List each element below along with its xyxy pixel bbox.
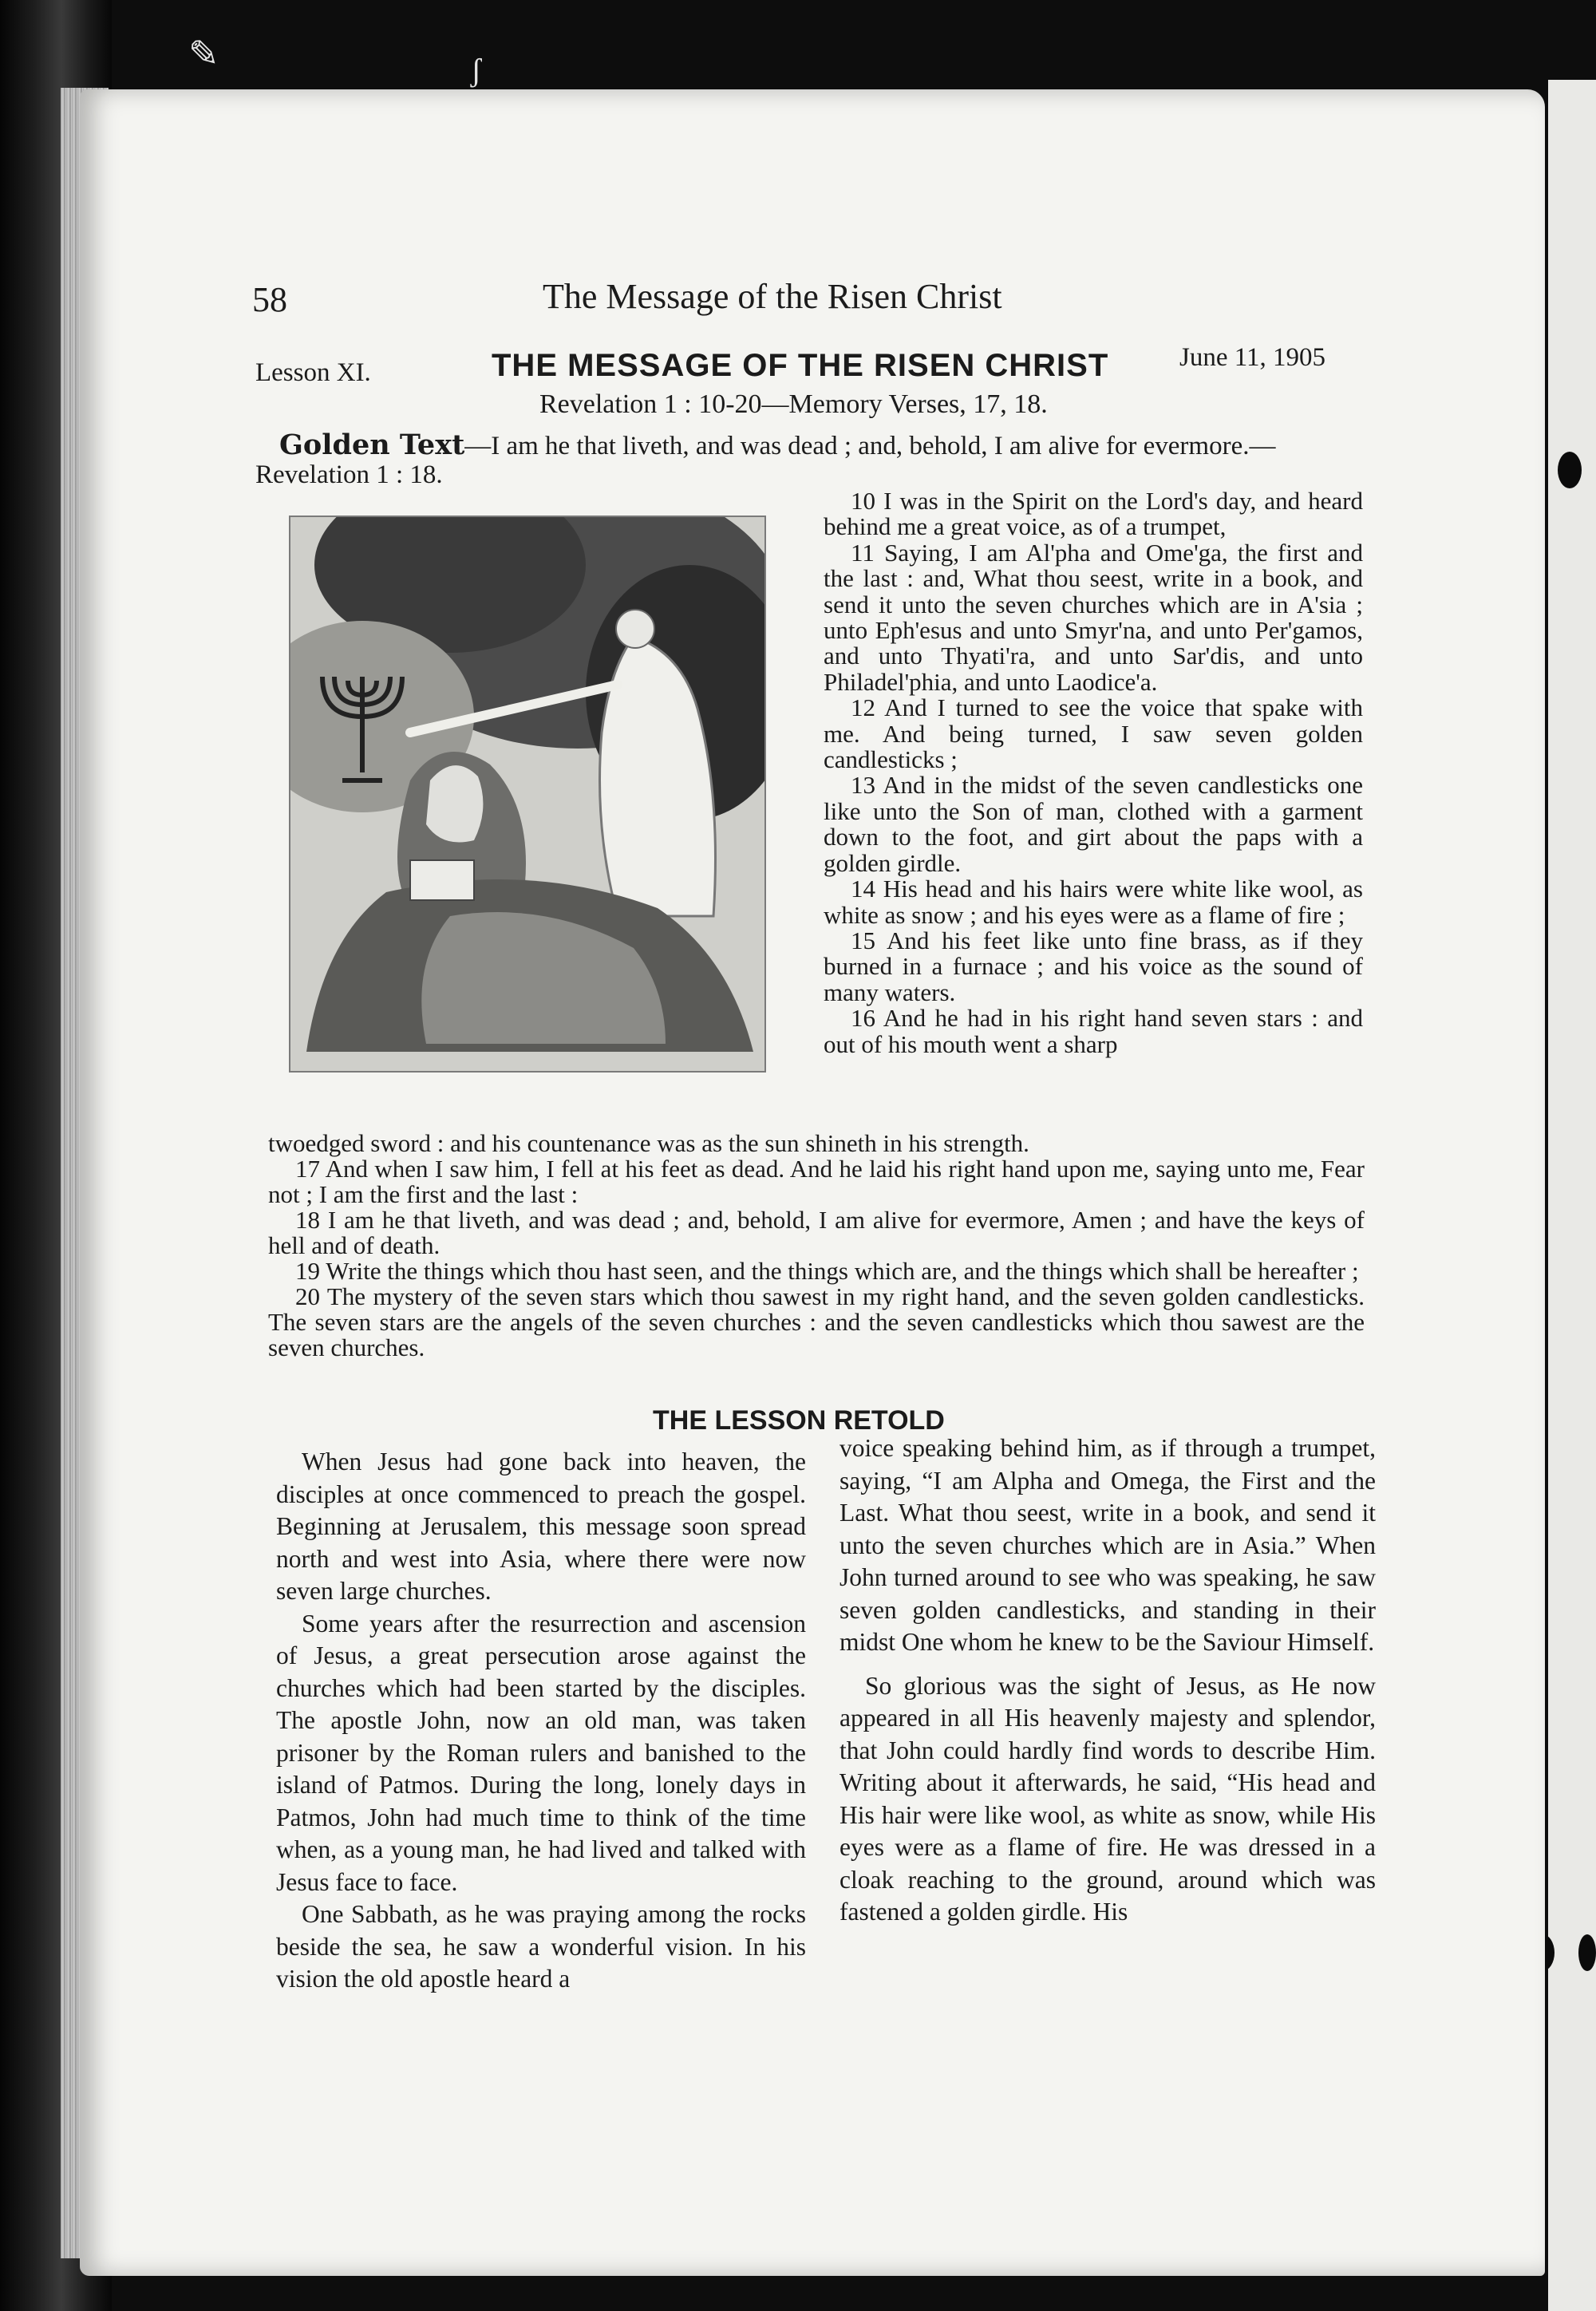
verse-19: 19 Write the things which thou hast seen, and the things which are, and the things which shall be hereafter ; (295, 1257, 1359, 1285)
lesson-title: THE MESSAGE OF THE RISEN CHRIST (492, 348, 1109, 383)
retold-paragraph: So glorious was the sight of Jesus, as He now appeared in all His heavenly majesty and splendor, that John could hardly find words to describe Him. Writing about it afterwards, he said, “His head and His hair were like wool, as white as snow, while His eyes were as a flame of fire. He was dressed in a cloak reaching to the ground, around which was fastened a golden girdle. His (839, 1671, 1376, 1926)
verse-13: 13 And in the midst of the seven candlesticks one like unto the Son of man, clothed with a garment down to the foot, and girt about the paps with a golden girdle. (824, 771, 1363, 877)
verse-12: 12 And I turned to see the voice that spake with me. And being turned, I saw seven golden candlesticks ; (824, 693, 1363, 774)
running-title: The Message of the Risen Christ (543, 277, 1002, 316)
scripture-reference: Revelation 1 : 10-20—Memory Verses, 17, 18. (539, 389, 1048, 419)
retold-right-column (839, 1432, 1376, 1929)
facing-page-edge (1548, 80, 1596, 2311)
retold-paragraph: Some years after the resurrection and ascension of Jesus, a great persecution arose against the churches which had been started by the disciples. The apostle John, now an old man, was taken prisoner by the Roman rulers and banished to the island of Patmos. During the long, lonely days in Patmos, John had much time to think of the time when, as a young man, he had lived and talked with Jesus face to face. (276, 1609, 806, 1896)
lesson-date: June 11, 1905 (1179, 343, 1326, 372)
lesson-number: Lesson XI. (255, 358, 371, 387)
verse-16-continued: twoedged sword : and his countenance was as the sun shineth in his strength. (268, 1129, 1029, 1157)
scan-mark-right: ʃ (471, 52, 482, 88)
retold-heading: THE LESSON RETOLD (653, 1405, 945, 1436)
golden-text: —I am he that liveth, and was dead ; and, behold, I am alive for evermore.— (464, 432, 1276, 460)
binding-hole-lower-right (1578, 1934, 1596, 1971)
verse-18: 18 I am he that liveth, and was dead ; and, behold, I am alive for evermore, Amen ; and have the keys of hell and of death. (268, 1206, 1365, 1259)
verse-17: 17 And when I saw him, I fell at his feet as dead. And he laid his right hand upon me, saying unto me, Fear not ; I am the first and the last : (268, 1155, 1365, 1208)
retold-left-column (276, 1446, 806, 1996)
retold-paragraph: When Jesus had gone back into heaven, the disciples at once commenced to preach the gospel. Beginning at Jerusalem, this message soon spread north and west into Asia, where there were now seven large churches. (276, 1448, 806, 1605)
scripture-wide-column (268, 1131, 1365, 1361)
scan-mark-left: ✎ (188, 34, 219, 74)
verse-10: 10 I was in the Spirit on the Lord's day, and heard behind me a great voice, as of a trumpet, (824, 487, 1363, 541)
golden-text-line (279, 429, 1275, 461)
golden-text-reference: Revelation 1 : 18. (255, 460, 443, 489)
verse-15: 15 And his feet like unto fine brass, as if they burned in a furnace ; and his voice as the sound of many waters. (824, 926, 1363, 1006)
verse-20: 20 The mystery of the seven stars which thou sawest in my right hand, and the seven golden candlesticks. The seven stars are the angels of the seven churches : and the seven candlesticks which thou sawest are the seven churches. (268, 1282, 1365, 1361)
verse-16: 16 And he had in his right hand seven stars : and out of his mouth went a sharp (824, 1004, 1363, 1058)
verse-11: 11 Saying, I am Al'pha and Ome'ga, the first and the last : and, What thou seest, write in a book, and send it unto the seven churches which are in A'sia ; unto Eph'esus and unto Smyr'na, and unto Per'gamos, and unto Thyati'ra, and unto Sar'dis, and unto Philadel'phia, and unto Laodice'a. (824, 538, 1363, 696)
retold-paragraph: One Sabbath, as he was praying among the rocks beside the sea, he saw a wonderful vision. In his vision the old apostle heard a (276, 1900, 806, 1993)
binding-hole-upper-right (1558, 452, 1582, 488)
verse-14: 14 His head and his hairs were white like wool, as white as snow ; and his eyes were as a flame of fire ; (824, 875, 1363, 929)
retold-paragraph: voice speaking behind him, as if through a trumpet, saying, “I am Alpha and Omega, the First and the Last. What thou seest, write in a book, and send it unto the seven churches which are in Asia.” When John turned around to see who was speaking, he saw seven golden candlesticks, and standing in their midst One whom he knew to be the Saviour Himself. (839, 1434, 1376, 1656)
scripture-narrow-column (824, 488, 1363, 1057)
illustration-john-vision (289, 516, 766, 1073)
page-number: 58 (252, 280, 287, 319)
golden-text-label: Golden Text (279, 429, 465, 461)
vision-engraving (290, 517, 764, 1071)
